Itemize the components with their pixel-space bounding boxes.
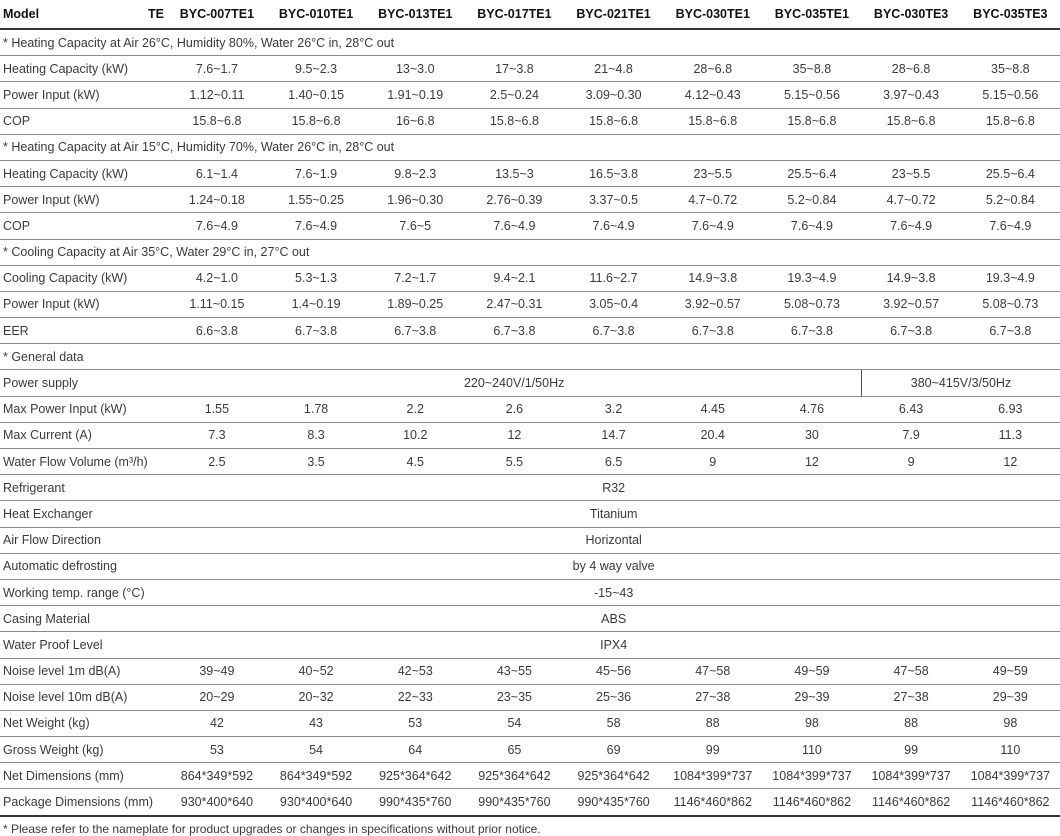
value-cell: 7.6~4.9 bbox=[167, 213, 266, 239]
section-header-row bbox=[0, 344, 1060, 370]
value-cell: 88 bbox=[862, 710, 961, 736]
value-cell: 42 bbox=[167, 710, 266, 736]
three-phase-cell: 380~415V/3/50Hz bbox=[862, 370, 1060, 396]
value-cell: 7.2~1.7 bbox=[366, 265, 465, 291]
section-header-row bbox=[0, 239, 1060, 265]
value-cell: 15.8~6.8 bbox=[564, 108, 663, 134]
row-label: Net Weight (kg) bbox=[0, 710, 167, 736]
table-row bbox=[0, 291, 1060, 317]
row-label: Noise level 1m dB(A) bbox=[0, 658, 167, 684]
table-row bbox=[0, 56, 1060, 82]
value-cell: 45~56 bbox=[564, 658, 663, 684]
value-cell: -15~43 bbox=[167, 579, 1060, 605]
value-cell: 40~52 bbox=[266, 658, 365, 684]
value-cell: 3.05~0.4 bbox=[564, 291, 663, 317]
value-cell: 5.08~0.73 bbox=[762, 291, 861, 317]
row-label: Cooling Capacity (kW) bbox=[0, 265, 167, 291]
value-cell: 15.8~6.8 bbox=[762, 108, 861, 134]
table-row bbox=[0, 658, 1060, 684]
value-cell: 9 bbox=[663, 449, 762, 475]
value-cell: 9.5~2.3 bbox=[266, 56, 365, 82]
value-cell: 9.8~2.3 bbox=[366, 160, 465, 186]
table-row bbox=[0, 763, 1060, 789]
value-cell: 42~53 bbox=[366, 658, 465, 684]
value-cell: 28~6.8 bbox=[862, 56, 961, 82]
value-cell: 1146*460*862 bbox=[862, 789, 961, 816]
value-cell: 925*364*642 bbox=[465, 763, 564, 789]
value-cell: 6.1~1.4 bbox=[167, 160, 266, 186]
table-row bbox=[0, 422, 1060, 448]
table-row bbox=[0, 213, 1060, 239]
row-label: EER bbox=[0, 318, 167, 344]
value-cell: 15.8~6.8 bbox=[266, 108, 365, 134]
model-header-cell bbox=[0, 0, 167, 29]
row-label: COP bbox=[0, 213, 167, 239]
value-cell: 21~4.8 bbox=[564, 56, 663, 82]
value-cell: 15.8~6.8 bbox=[862, 108, 961, 134]
value-cell: 2.5~0.24 bbox=[465, 82, 564, 108]
value-cell: 43~55 bbox=[465, 658, 564, 684]
table-header-row bbox=[0, 0, 1060, 29]
table-row bbox=[0, 579, 1060, 605]
footnote: * Please refer to the nameplate for product upgrades or changes in specifications without prior notice. bbox=[3, 821, 541, 836]
value-cell: 1.24~0.18 bbox=[167, 187, 266, 213]
value-cell: 6.7~3.8 bbox=[862, 318, 961, 344]
value-cell: 29~39 bbox=[961, 684, 1060, 710]
section-title: * Heating Capacity at Air 26°C, Humidity 80%, Water 26°C in, 28°C out bbox=[0, 29, 1060, 56]
value-cell: 29~39 bbox=[762, 684, 861, 710]
value-cell: 53 bbox=[366, 710, 465, 736]
model-name-header: BYC-035TE1 bbox=[762, 0, 861, 29]
value-cell: 69 bbox=[564, 737, 663, 763]
value-cell: 990*435*760 bbox=[564, 789, 663, 816]
value-cell: 3.97~0.43 bbox=[862, 82, 961, 108]
value-cell: 13.5~3 bbox=[465, 160, 564, 186]
model-name-header: BYC-017TE1 bbox=[465, 0, 564, 29]
value-cell: 3.09~0.30 bbox=[564, 82, 663, 108]
value-cell: 15.8~6.8 bbox=[961, 108, 1060, 134]
table-row bbox=[0, 684, 1060, 710]
value-cell: 2.5 bbox=[167, 449, 266, 475]
value-cell: 1084*399*737 bbox=[862, 763, 961, 789]
value-cell: 49~59 bbox=[762, 658, 861, 684]
value-cell: 23~5.5 bbox=[862, 160, 961, 186]
value-cell: 5.08~0.73 bbox=[961, 291, 1060, 317]
value-cell: 925*364*642 bbox=[564, 763, 663, 789]
te-label: TE bbox=[148, 7, 164, 21]
value-cell: 4.2~1.0 bbox=[167, 265, 266, 291]
value-cell: 7.6~4.9 bbox=[961, 213, 1060, 239]
table-row bbox=[0, 710, 1060, 736]
value-cell: 23~5.5 bbox=[663, 160, 762, 186]
model-name-header: BYC-007TE1 bbox=[167, 0, 266, 29]
row-label: Water Flow Volume (m³/h) bbox=[0, 449, 167, 475]
value-cell: 990*435*760 bbox=[366, 789, 465, 816]
row-label: Noise level 10m dB(A) bbox=[0, 684, 167, 710]
value-cell: 2.47~0.31 bbox=[465, 291, 564, 317]
value-cell: 1.78 bbox=[266, 396, 365, 422]
table-row bbox=[0, 396, 1060, 422]
value-cell: 6.7~3.8 bbox=[961, 318, 1060, 344]
single-phase-cell: 220~240V/1/50Hz bbox=[167, 370, 861, 396]
value-cell: 5.15~0.56 bbox=[762, 82, 861, 108]
value-cell: 16.5~3.8 bbox=[564, 160, 663, 186]
value-cell: 4.7~0.72 bbox=[663, 187, 762, 213]
table-row bbox=[0, 553, 1060, 579]
value-cell: 15.8~6.8 bbox=[465, 108, 564, 134]
value-cell: 110 bbox=[762, 737, 861, 763]
value-cell: 35~8.8 bbox=[762, 56, 861, 82]
table-row bbox=[0, 632, 1060, 658]
value-cell: 1.55 bbox=[167, 396, 266, 422]
value-cell: 25~36 bbox=[564, 684, 663, 710]
value-cell: 27~38 bbox=[663, 684, 762, 710]
value-cell: 19.3~4.9 bbox=[961, 265, 1060, 291]
value-cell: 65 bbox=[465, 737, 564, 763]
value-cell: 864*349*592 bbox=[167, 763, 266, 789]
value-cell: 17~3.8 bbox=[465, 56, 564, 82]
value-cell: 25.5~6.4 bbox=[961, 160, 1060, 186]
row-label: Air Flow Direction bbox=[0, 527, 167, 553]
value-cell: 6.7~3.8 bbox=[366, 318, 465, 344]
model-label: Model bbox=[3, 7, 40, 21]
row-label: Heating Capacity (kW) bbox=[0, 160, 167, 186]
value-cell: 14.7 bbox=[564, 422, 663, 448]
value-cell: 7.6~4.9 bbox=[465, 213, 564, 239]
value-cell: 7.3 bbox=[167, 422, 266, 448]
section-header-row bbox=[0, 134, 1060, 160]
value-cell: 3.37~0.5 bbox=[564, 187, 663, 213]
section-title: * Heating Capacity at Air 15°C, Humidity 70%, Water 26°C in, 28°C out bbox=[0, 134, 1060, 160]
value-cell: 99 bbox=[862, 737, 961, 763]
table-row bbox=[0, 265, 1060, 291]
section-header-row bbox=[0, 29, 1060, 56]
value-cell: 53 bbox=[167, 737, 266, 763]
value-cell: 25.5~6.4 bbox=[762, 160, 861, 186]
row-label: Max Current (A) bbox=[0, 422, 167, 448]
model-name-header: BYC-030TE3 bbox=[862, 0, 961, 29]
value-cell: 7.6~4.9 bbox=[564, 213, 663, 239]
value-cell: 925*364*642 bbox=[366, 763, 465, 789]
value-cell: ABS bbox=[167, 606, 1060, 632]
row-label: Refrigerant bbox=[0, 475, 167, 501]
value-cell: 1146*460*862 bbox=[663, 789, 762, 816]
value-cell: 9.4~2.1 bbox=[465, 265, 564, 291]
value-cell: 1.96~0.30 bbox=[366, 187, 465, 213]
value-cell: 27~38 bbox=[862, 684, 961, 710]
value-cell: 15.8~6.8 bbox=[663, 108, 762, 134]
value-cell: 930*400*640 bbox=[167, 789, 266, 816]
row-label: Power Input (kW) bbox=[0, 291, 167, 317]
value-cell: 6.7~3.8 bbox=[266, 318, 365, 344]
value-cell: 64 bbox=[366, 737, 465, 763]
value-cell: 12 bbox=[762, 449, 861, 475]
value-cell: 47~58 bbox=[663, 658, 762, 684]
row-label: COP bbox=[0, 108, 167, 134]
value-cell: 930*400*640 bbox=[266, 789, 365, 816]
value-cell: 3.5 bbox=[266, 449, 365, 475]
section-title: * General data bbox=[0, 344, 1060, 370]
table-row bbox=[0, 501, 1060, 527]
value-cell: 6.93 bbox=[961, 396, 1060, 422]
row-label: Power supply bbox=[0, 370, 167, 396]
value-cell: 30 bbox=[762, 422, 861, 448]
value-cell: 4.5 bbox=[366, 449, 465, 475]
value-cell: 14.9~3.8 bbox=[663, 265, 762, 291]
table-row bbox=[0, 606, 1060, 632]
table-row bbox=[0, 108, 1060, 134]
value-cell: 2.76~0.39 bbox=[465, 187, 564, 213]
value-cell: 5.3~1.3 bbox=[266, 265, 365, 291]
value-cell: 3.92~0.57 bbox=[862, 291, 961, 317]
table-row bbox=[0, 527, 1060, 553]
value-cell: 1.12~0.11 bbox=[167, 82, 266, 108]
table-row bbox=[0, 789, 1060, 816]
value-cell: 20~32 bbox=[266, 684, 365, 710]
model-name-header: BYC-030TE1 bbox=[663, 0, 762, 29]
value-cell: 6.7~3.8 bbox=[762, 318, 861, 344]
row-label: Water Proof Level bbox=[0, 632, 167, 658]
value-cell: 5.2~0.84 bbox=[961, 187, 1060, 213]
table-row bbox=[0, 449, 1060, 475]
value-cell: 19.3~4.9 bbox=[762, 265, 861, 291]
row-label: Heat Exchanger bbox=[0, 501, 167, 527]
value-cell: 11.3 bbox=[961, 422, 1060, 448]
value-cell: 6.7~3.8 bbox=[663, 318, 762, 344]
value-cell: 5.2~0.84 bbox=[762, 187, 861, 213]
model-name-header: BYC-010TE1 bbox=[266, 0, 365, 29]
table-row bbox=[0, 82, 1060, 108]
value-cell: 98 bbox=[762, 710, 861, 736]
table-row bbox=[0, 318, 1060, 344]
value-cell: 1.91~0.19 bbox=[366, 82, 465, 108]
value-cell: 5.5 bbox=[465, 449, 564, 475]
table-row bbox=[0, 160, 1060, 186]
model-name-header: BYC-013TE1 bbox=[366, 0, 465, 29]
value-cell: 3.2 bbox=[564, 396, 663, 422]
value-cell: 1.11~0.15 bbox=[167, 291, 266, 317]
table-row bbox=[0, 370, 1060, 396]
value-cell: 5.15~0.56 bbox=[961, 82, 1060, 108]
row-label: Working temp. range (°C) bbox=[0, 579, 167, 605]
value-cell: 28~6.8 bbox=[663, 56, 762, 82]
value-cell: 7.6~4.9 bbox=[762, 213, 861, 239]
model-name-header: BYC-021TE1 bbox=[564, 0, 663, 29]
table-row bbox=[0, 187, 1060, 213]
value-cell: 1.4~0.19 bbox=[266, 291, 365, 317]
row-label: Heating Capacity (kW) bbox=[0, 56, 167, 82]
value-cell: 6.7~3.8 bbox=[465, 318, 564, 344]
row-label: Net Dimensions (mm) bbox=[0, 763, 167, 789]
value-cell: 7.6~1.7 bbox=[167, 56, 266, 82]
value-cell: 990*435*760 bbox=[465, 789, 564, 816]
value-cell: 13~3.0 bbox=[366, 56, 465, 82]
value-cell: 7.6~4.9 bbox=[862, 213, 961, 239]
value-cell: 15.8~6.8 bbox=[167, 108, 266, 134]
value-cell: 43 bbox=[266, 710, 365, 736]
value-cell: 7.6~4.9 bbox=[266, 213, 365, 239]
table-row bbox=[0, 475, 1060, 501]
value-cell: 1084*399*737 bbox=[663, 763, 762, 789]
value-cell: 1.40~0.15 bbox=[266, 82, 365, 108]
value-cell: 7.6~4.9 bbox=[663, 213, 762, 239]
row-label: Package Dimensions (mm) bbox=[0, 789, 167, 816]
value-cell: 1146*460*862 bbox=[961, 789, 1060, 816]
row-label: Casing Material bbox=[0, 606, 167, 632]
value-cell: 88 bbox=[663, 710, 762, 736]
section-title: * Cooling Capacity at Air 35°C, Water 29°C in, 27°C out bbox=[0, 239, 1060, 265]
table-row bbox=[0, 737, 1060, 763]
value-cell: 99 bbox=[663, 737, 762, 763]
value-cell: 10.2 bbox=[366, 422, 465, 448]
value-cell: 23~35 bbox=[465, 684, 564, 710]
value-cell: 7.6~5 bbox=[366, 213, 465, 239]
value-cell: 1.55~0.25 bbox=[266, 187, 365, 213]
value-cell: 1084*399*737 bbox=[961, 763, 1060, 789]
value-cell: 4.7~0.72 bbox=[862, 187, 961, 213]
value-cell: 11.6~2.7 bbox=[564, 265, 663, 291]
row-label: Automatic defrosting bbox=[0, 553, 167, 579]
value-cell: 14.9~3.8 bbox=[862, 265, 961, 291]
value-cell: 4.76 bbox=[762, 396, 861, 422]
value-cell: 20.4 bbox=[663, 422, 762, 448]
row-label: Power Input (kW) bbox=[0, 82, 167, 108]
value-cell: 8.3 bbox=[266, 422, 365, 448]
value-cell: Titanium bbox=[167, 501, 1060, 527]
value-cell: 1084*399*737 bbox=[762, 763, 861, 789]
row-label: Max Power Input (kW) bbox=[0, 396, 167, 422]
value-cell: 49~59 bbox=[961, 658, 1060, 684]
value-cell: 4.45 bbox=[663, 396, 762, 422]
value-cell: 6.6~3.8 bbox=[167, 318, 266, 344]
value-cell: 16~6.8 bbox=[366, 108, 465, 134]
value-cell: 12 bbox=[465, 422, 564, 448]
value-cell: 6.5 bbox=[564, 449, 663, 475]
value-cell: 3.92~0.57 bbox=[663, 291, 762, 317]
value-cell: 12 bbox=[961, 449, 1060, 475]
value-cell: 2.6 bbox=[465, 396, 564, 422]
value-cell: IPX4 bbox=[167, 632, 1060, 658]
row-label: Power Input (kW) bbox=[0, 187, 167, 213]
value-cell: 4.12~0.43 bbox=[663, 82, 762, 108]
value-cell: 864*349*592 bbox=[266, 763, 365, 789]
value-cell: 39~49 bbox=[167, 658, 266, 684]
value-cell: 9 bbox=[862, 449, 961, 475]
value-cell: 54 bbox=[465, 710, 564, 736]
row-label: Gross Weight (kg) bbox=[0, 737, 167, 763]
value-cell: 1.89~0.25 bbox=[366, 291, 465, 317]
value-cell: 6.43 bbox=[862, 396, 961, 422]
value-cell: 6.7~3.8 bbox=[564, 318, 663, 344]
model-name-header: BYC-035TE3 bbox=[961, 0, 1060, 29]
value-cell: 22~33 bbox=[366, 684, 465, 710]
value-cell: Horizontal bbox=[167, 527, 1060, 553]
value-cell: 47~58 bbox=[862, 658, 961, 684]
value-cell: 7.9 bbox=[862, 422, 961, 448]
value-cell: 35~8.8 bbox=[961, 56, 1060, 82]
value-cell: 98 bbox=[961, 710, 1060, 736]
value-cell: 54 bbox=[266, 737, 365, 763]
value-cell: 2.2 bbox=[366, 396, 465, 422]
value-cell: 7.6~1.9 bbox=[266, 160, 365, 186]
value-cell: 110 bbox=[961, 737, 1060, 763]
value-cell: by 4 way valve bbox=[167, 553, 1060, 579]
value-cell: R32 bbox=[167, 475, 1060, 501]
value-cell: 1146*460*862 bbox=[762, 789, 861, 816]
value-cell: 20~29 bbox=[167, 684, 266, 710]
value-cell: 58 bbox=[564, 710, 663, 736]
